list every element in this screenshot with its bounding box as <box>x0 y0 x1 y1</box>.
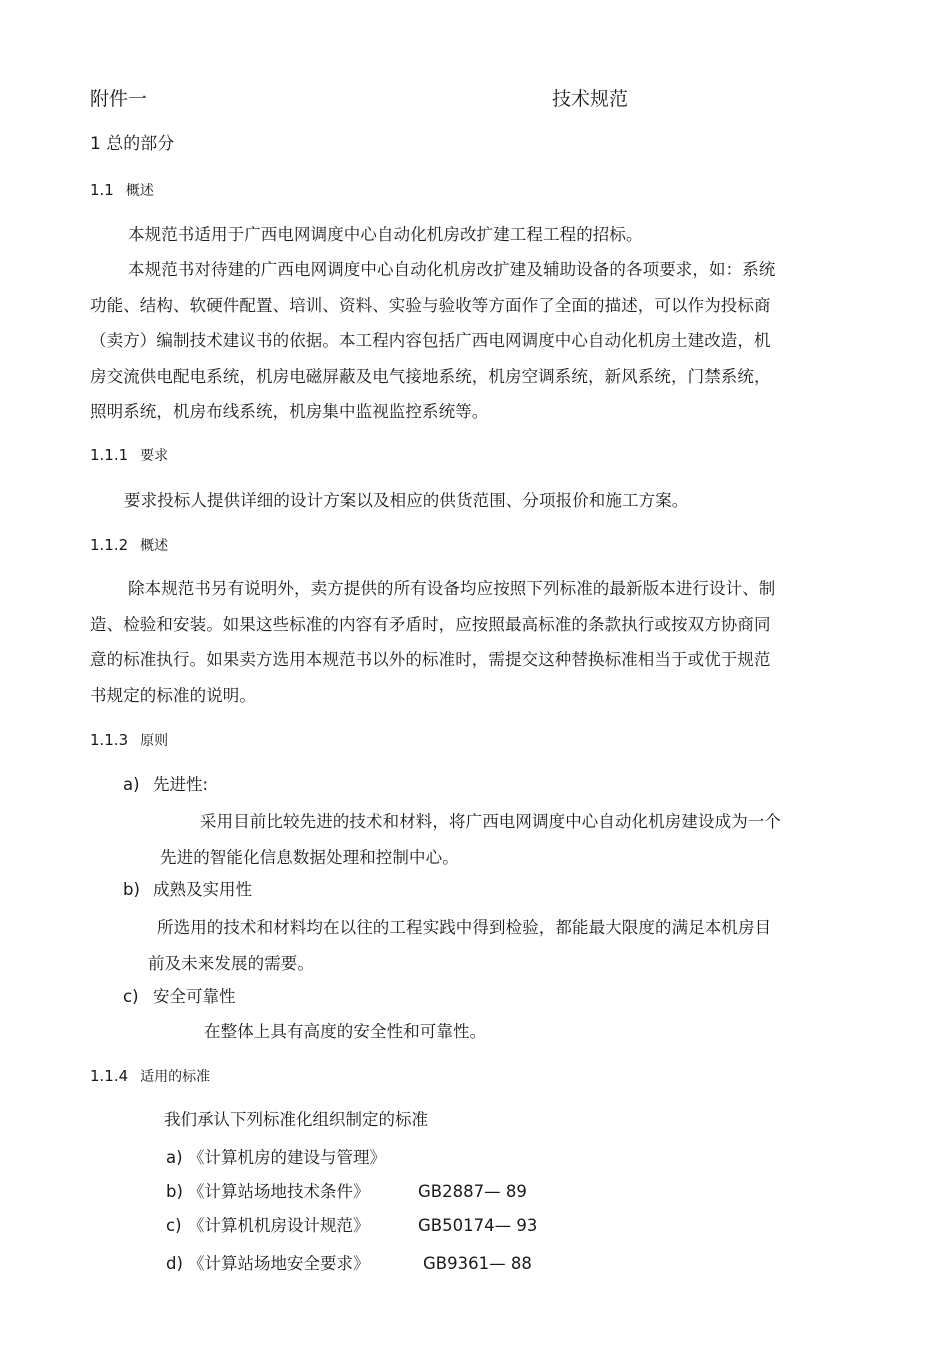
paragraph-line: （卖方）编制技术建议书的依据。本工程内容包括广西电网调度中心自动化机房土建改造，机 <box>90 331 771 350</box>
standard-title: 《计算站场地安全要求》 <box>188 1254 370 1273</box>
section-number: 1.1 <box>90 181 114 199</box>
principle-item-title <box>123 777 208 794</box>
item-title: 安全可靠性 <box>153 987 236 1006</box>
paragraph-line: 造、检验和安装。如果这些标准的内容有矛盾时，应按照最高标准的条款执行或按双方协商同 <box>90 614 771 634</box>
section-1-1-3-heading <box>90 732 168 748</box>
section-title: 概述 <box>140 538 169 554</box>
section-title: 要求 <box>140 448 169 464</box>
section-1-1-4-heading <box>90 1068 210 1084</box>
standard-code: GB9361— 88 <box>423 1254 532 1273</box>
item-title: 先进性: <box>153 775 209 794</box>
paragraph-line: 本规范书适用于广西电网调度中心自动化机房改扩建工程工程的招标。 <box>128 225 643 244</box>
paragraph-line: 先进的智能化信息数据处理和控制中心。 <box>160 847 459 867</box>
paragraph-standards-note <box>90 571 775 713</box>
paragraph-line: 前及未来发展的需要。 <box>148 953 314 973</box>
standard-code: GB50174— 93 <box>418 1216 538 1235</box>
paragraph-line: 在整体上具有高度的安全性和可靠性。 <box>204 1022 487 1041</box>
section-title: 概述 <box>125 183 154 199</box>
paragraph-line: 采用目前比较先进的技术和材料，将广西电网调度中心自动化机房建设成为一个 <box>200 812 781 831</box>
paragraph-line: 除本规范书另有说明外，卖方提供的所有设备均应按照下列标准的最新版本进行设计、制 <box>128 579 776 598</box>
standard-item <box>166 1256 532 1273</box>
standard-title: 《计算机房的建设与管理》 <box>188 1148 386 1167</box>
paragraph-description <box>90 252 775 430</box>
paragraph-line: 要求投标人提供详细的设计方案以及相应的供货范围、分项报价和施工方案。 <box>124 491 689 510</box>
standard-item <box>166 1184 527 1201</box>
paragraph-line: 功能、结构、软硬件配置、培训、资料、实验与验收等方面作了全面的描述，可以作为投标商 <box>90 295 771 315</box>
item-label: c) <box>123 987 139 1006</box>
section-number: 1.1.3 <box>90 731 129 749</box>
item-label: a) <box>123 775 140 794</box>
page-title: 技术规范 <box>552 88 629 110</box>
item-label: b) <box>123 880 140 899</box>
section-title: 原则 <box>140 733 169 749</box>
paragraph-line: 房交流供电配电系统，机房电磁屏蔽及电气接地系统，机房空调系统，新风系统，门禁系统， <box>90 366 771 386</box>
section-title: 适用的标准 <box>140 1069 211 1085</box>
attachment-label: 附件一 <box>90 88 148 110</box>
item-label: a) <box>166 1148 183 1167</box>
standard-item <box>166 1218 537 1235</box>
standard-item <box>166 1150 410 1167</box>
item-label: c) <box>166 1216 182 1235</box>
principle-item-title <box>123 882 252 899</box>
principle-item-body <box>148 910 771 981</box>
item-label: d) <box>166 1254 183 1273</box>
paragraph-line: 本规范书对待建的广西电网调度中心自动化机房改扩建及辅助设备的各项要求，如：系统 <box>128 260 776 279</box>
principle-item-title <box>123 989 236 1006</box>
paragraph-line: 书规定的标准的说明。 <box>90 685 256 705</box>
standard-title: 《计算机机房设计规范》 <box>188 1216 370 1235</box>
standard-title: 《计算站场地技术条件》 <box>188 1182 370 1201</box>
section-1-1-heading <box>90 182 154 198</box>
paragraph-line: 所选用的技术和材料均在以往的工程实践中得到检验，都能最大限度的满足本机房目 <box>157 918 772 937</box>
section-number: 1.1.2 <box>90 536 129 554</box>
item-label: b) <box>166 1182 183 1201</box>
standards-intro: 我们承认下列标准化组织制定的标准 <box>164 1110 428 1129</box>
standard-code: GB2887— 89 <box>418 1182 527 1201</box>
section-number: 1.1.4 <box>90 1067 129 1085</box>
paragraph-requirement <box>124 483 688 519</box>
item-title: 成熟及实用性 <box>153 880 252 899</box>
section-1-1-1-heading <box>90 447 168 463</box>
paragraph-scope <box>128 217 643 253</box>
paragraph-line: 照明系统，机房布线系统，机房集中监视监控系统等。 <box>90 402 489 421</box>
principle-item-body <box>160 804 781 875</box>
section-number: 1.1.1 <box>90 446 129 464</box>
section-1-heading: 1 总的部分 <box>90 134 175 154</box>
paragraph-line: 意的标准执行。如果卖方选用本规范书以外的标准时，需提交这种替换标准相当于或优于规范 <box>90 650 771 669</box>
section-1-1-2-heading <box>90 537 168 553</box>
principle-item-body <box>204 1014 486 1050</box>
